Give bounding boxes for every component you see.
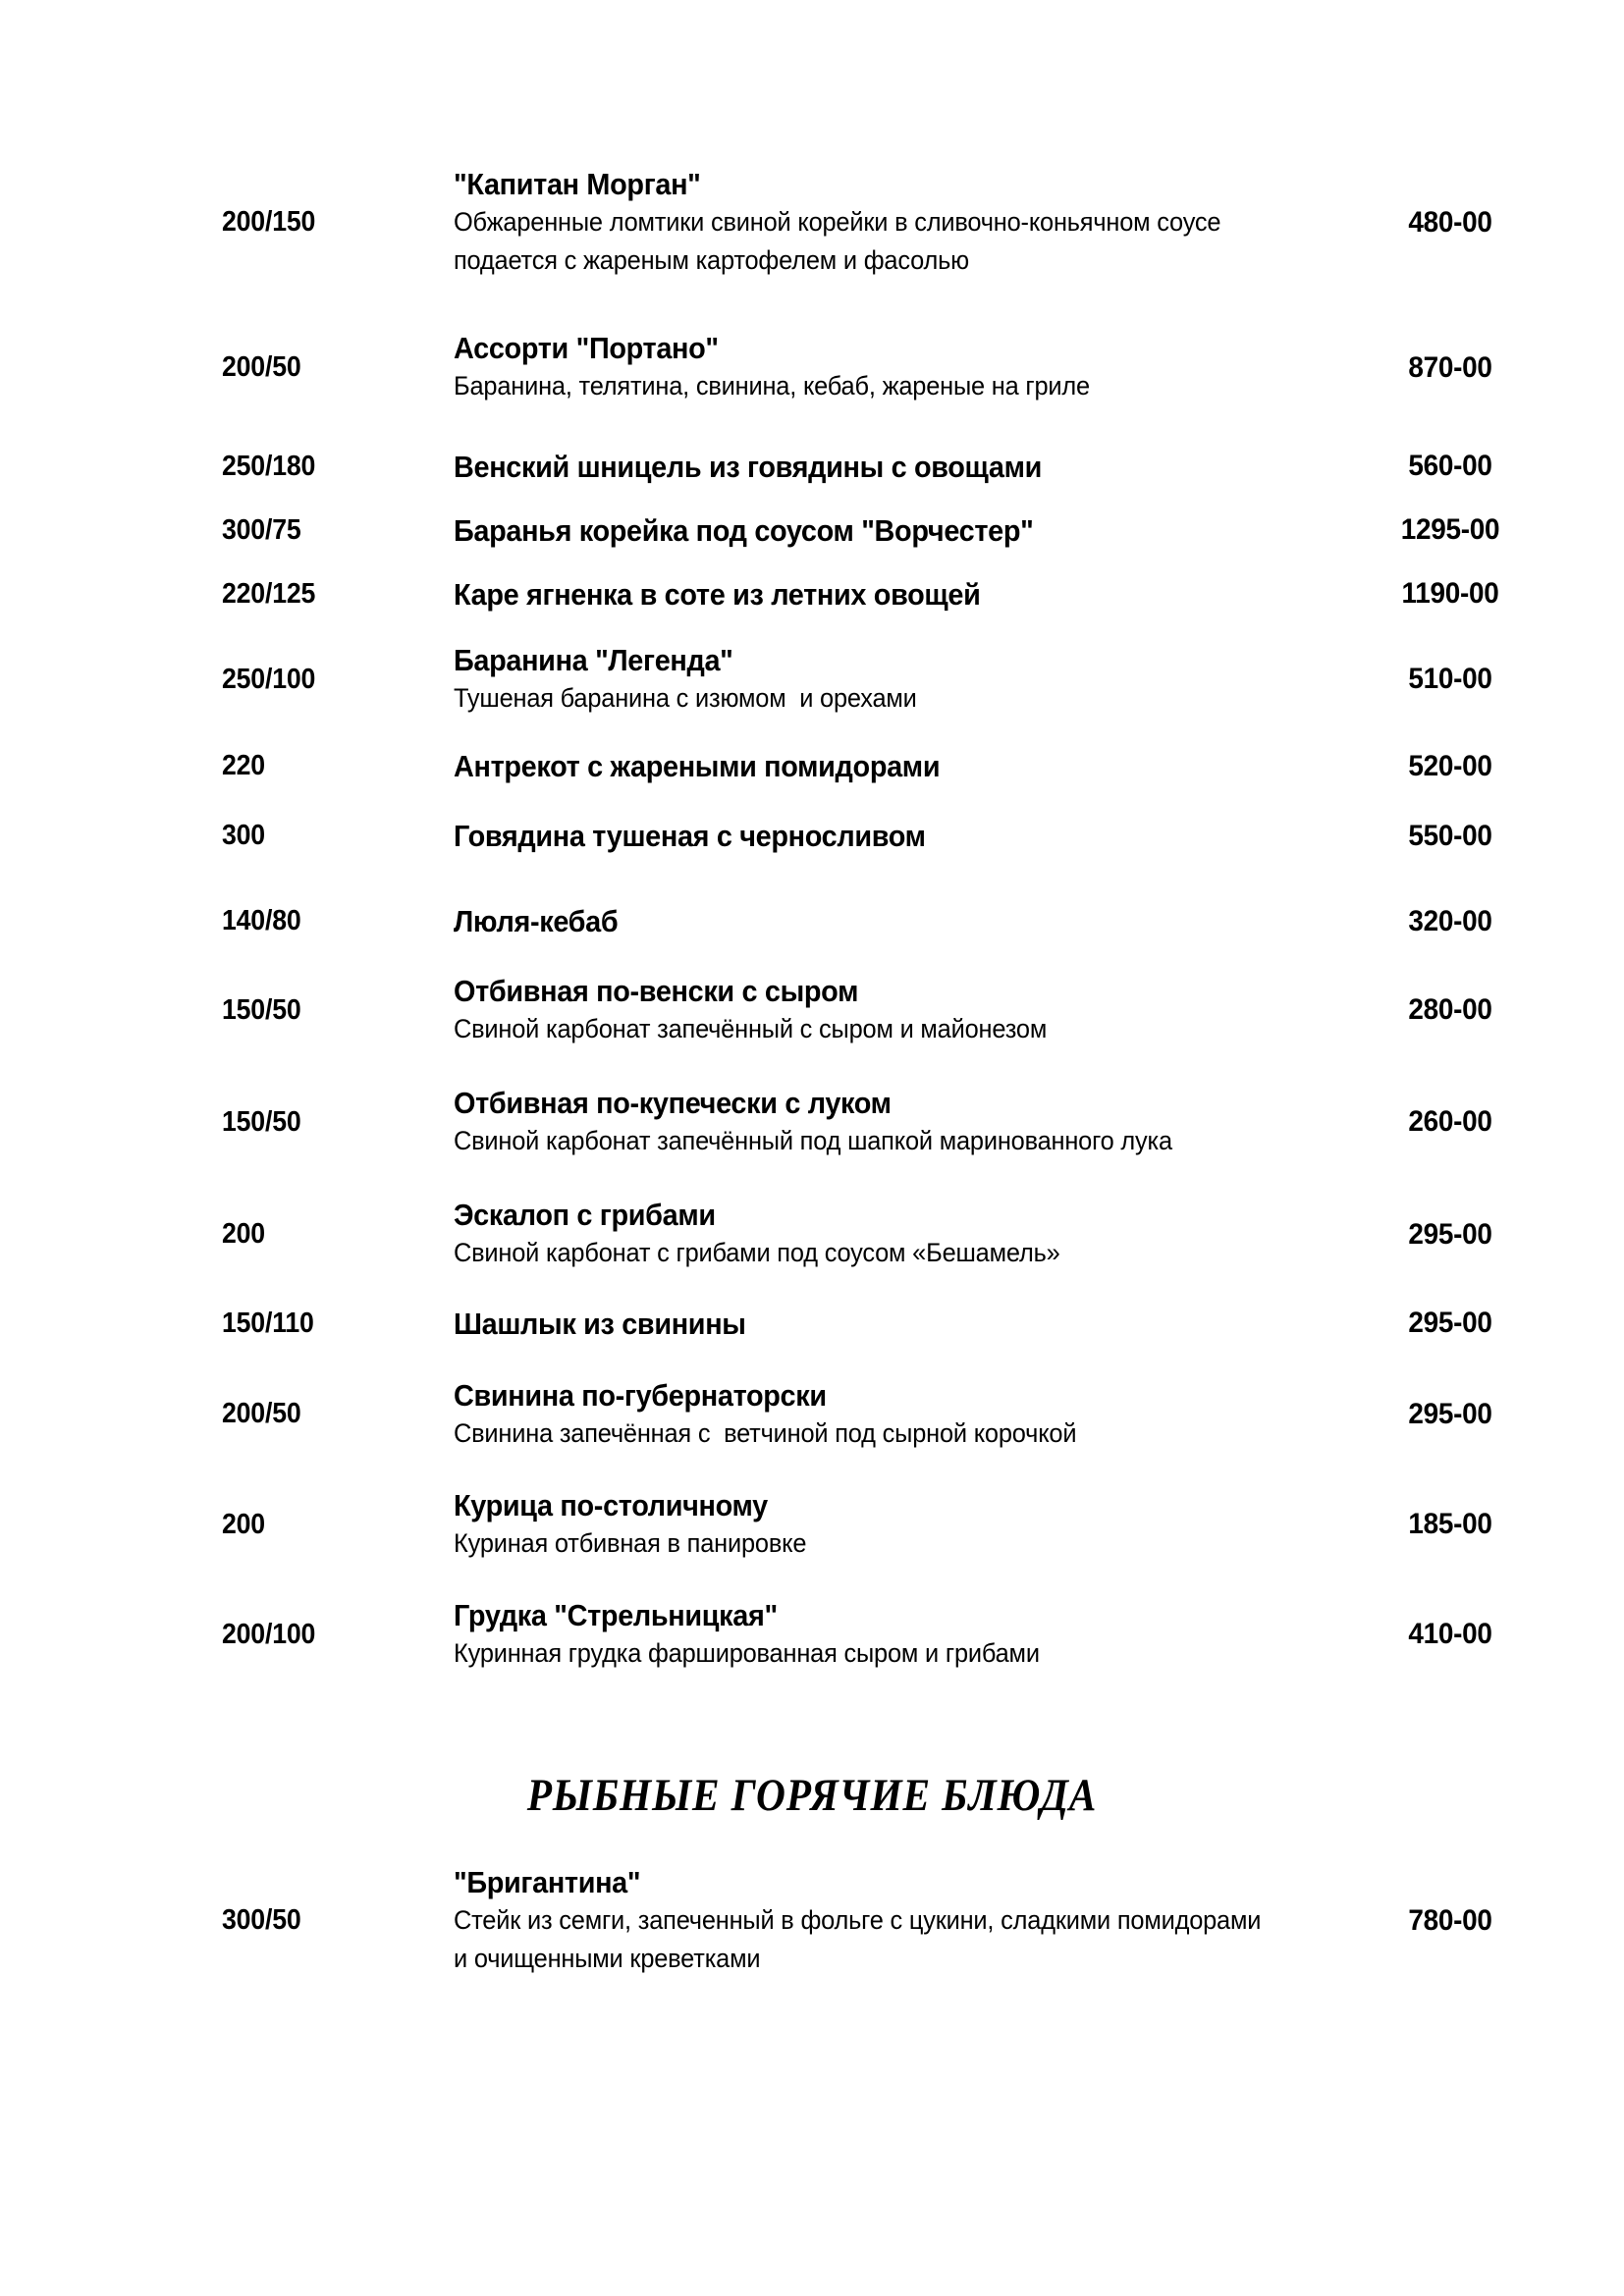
menu-item-name: Венский шницель из говядины с овощами: [454, 449, 1043, 484]
menu-item-price: 510-00: [1408, 662, 1492, 695]
menu-item-row: [0, 633, 1624, 725]
menu-item-row: [0, 1188, 1624, 1280]
menu-item-main: [454, 739, 1327, 793]
menu-item-price: 280-00: [1408, 993, 1492, 1027]
menu-item-main: [454, 1855, 1327, 1986]
menu-item-row: [0, 1076, 1624, 1168]
menu-item-portion: 150/110: [222, 1307, 314, 1339]
menu-item-main: [454, 157, 1327, 288]
menu-item-portion: 250/100: [222, 663, 316, 695]
menu-item-main: [454, 809, 1327, 863]
menu-item-portion: 300/75: [222, 513, 301, 546]
menu-item-name: Шашлык из свинины: [454, 1306, 746, 1341]
menu-item-price: 1190-00: [1401, 577, 1499, 611]
menu-item-main: [454, 1588, 1327, 1681]
menu-item-description: Свиной карбонат запечённый с сыром и майонезом: [454, 1014, 1048, 1044]
menu-item-row: [0, 1368, 1624, 1461]
menu-item-price: 185-00: [1408, 1508, 1492, 1541]
menu-item-price: 320-00: [1408, 904, 1492, 937]
menu-item-description: Тушеная баранина с изюмом и орехами: [454, 682, 917, 713]
menu-item-price: 480-00: [1408, 205, 1492, 239]
menu-item-name: Говядина тушеная с черносливом: [454, 818, 926, 853]
menu-item-name: "Бригантина": [454, 1864, 641, 1899]
menu-item-price: 870-00: [1408, 350, 1492, 384]
menu-item-portion: 150/50: [222, 993, 301, 1026]
menu-item-portion: 300: [222, 820, 265, 852]
menu-item-portion: 200/50: [222, 1398, 301, 1430]
menu-item-portion: 250/180: [222, 450, 316, 482]
menu-item-price: 295-00: [1408, 1397, 1492, 1430]
menu-item-price: 560-00: [1408, 450, 1492, 483]
menu-item-name: Баранья корейка под соусом "Ворчестер": [454, 512, 1034, 548]
menu-item-main: [454, 1478, 1327, 1571]
menu-item-main: [454, 567, 1327, 621]
menu-item-row: [0, 1297, 1624, 1351]
menu-item-name: Отбивная по-венски с сыром: [454, 973, 859, 1008]
menu-item-name: Эскалоп с грибами: [454, 1198, 716, 1233]
menu-item-main: [454, 964, 1327, 1056]
menu-item-description: Куриная отбивная в панировке: [454, 1527, 807, 1558]
menu-item-row: [0, 504, 1624, 558]
menu-item-description: Свинина запечённая с ветчиной под сырной корочкой: [454, 1417, 1077, 1448]
menu-item-main: [454, 1076, 1327, 1168]
menu-item-name: Люля-кебаб: [454, 903, 619, 938]
menu-item-description: Свиной карбонат с грибами под соусом «Бешамель»: [454, 1238, 1060, 1268]
menu-item-name: Отбивная по-купечески с луком: [454, 1086, 892, 1121]
menu-item-price: 1295-00: [1400, 513, 1500, 547]
menu-item-main: [454, 1368, 1327, 1461]
menu-item-portion: 200: [222, 1218, 265, 1251]
menu-item-portion: 200/100: [222, 1618, 316, 1650]
section-heading-block: [0, 1681, 1624, 1855]
menu-item-price: 295-00: [1408, 1307, 1492, 1340]
menu-item-row: [0, 440, 1624, 494]
menu-body: [0, 157, 1624, 1986]
menu-item-name: Каре ягненка в соте из летних овощей: [454, 576, 981, 612]
menu-item-price: 780-00: [1408, 1903, 1492, 1937]
menu-item-price: 295-00: [1408, 1217, 1492, 1251]
menu-item-price: 410-00: [1408, 1618, 1492, 1651]
menu-item-portion: 140/80: [222, 905, 301, 937]
menu-item-name: Баранина "Легенда": [454, 642, 733, 677]
menu-item-main: [454, 440, 1327, 494]
menu-item-portion: 200: [222, 1508, 265, 1540]
menu-item-row: [0, 157, 1624, 288]
menu-item-description: Обжаренные ломтики свиной корейки в сливочно-коньячном соусе подается с жареным картофелем и фасолью: [454, 207, 1228, 276]
menu-item-row: [0, 964, 1624, 1056]
menu-item-main: [454, 633, 1327, 725]
menu-item-row: [0, 1855, 1624, 1986]
section-heading: РЫБНЫЕ ГОРЯЧИЕ БЛЮДА: [526, 1770, 1098, 1822]
menu-item-name: Ассорти "Портано": [454, 331, 719, 366]
menu-item-portion: 300/50: [222, 1904, 301, 1937]
menu-item-name: "Капитан Морган": [454, 167, 701, 201]
menu-item-description: Свиной карбонат запечённый под шапкой маринованного лука: [454, 1126, 1172, 1156]
menu-item-price: 520-00: [1408, 749, 1492, 782]
menu-item-name: Грудка "Стрельницкая": [454, 1597, 778, 1632]
menu-item-price: 550-00: [1408, 819, 1492, 852]
menu-item-main: [454, 504, 1327, 558]
menu-item-description: Куринная грудка фаршированная сыром и грибами: [454, 1638, 1040, 1669]
menu-item-row: [0, 894, 1624, 948]
menu-item-main: [454, 894, 1327, 948]
menu-item-description: Баранина, телятина, свинина, кебаб, жареные на гриле: [454, 371, 1090, 401]
menu-item-main: [454, 321, 1327, 413]
menu-item-portion: 200/50: [222, 351, 301, 384]
menu-item-portion: 150/50: [222, 1106, 301, 1139]
menu-item-portion: 220/125: [222, 577, 316, 610]
menu-item-name: Антрекот с жареными помидорами: [454, 748, 941, 783]
menu-item-portion: 200/150: [222, 206, 316, 239]
menu-item-row: [0, 1588, 1624, 1681]
menu-item-name: Свинина по-губернаторски: [454, 1377, 827, 1413]
menu-item-row: [0, 1478, 1624, 1571]
menu-item-price: 260-00: [1408, 1105, 1492, 1139]
menu-item-portion: 220: [222, 750, 265, 782]
menu-item-main: [454, 1297, 1327, 1351]
menu-item-description: Стейк из семги, запеченный в фольге с цукини, сладкими помидорами и очищенными креветками: [454, 1904, 1269, 1974]
menu-item-row: [0, 567, 1624, 621]
menu-item-row: [0, 809, 1624, 863]
menu-item-main: [454, 1188, 1327, 1280]
menu-item-row: [0, 321, 1624, 413]
menu-item-name: Курица по-столичному: [454, 1487, 768, 1522]
menu-item-row: [0, 739, 1624, 793]
